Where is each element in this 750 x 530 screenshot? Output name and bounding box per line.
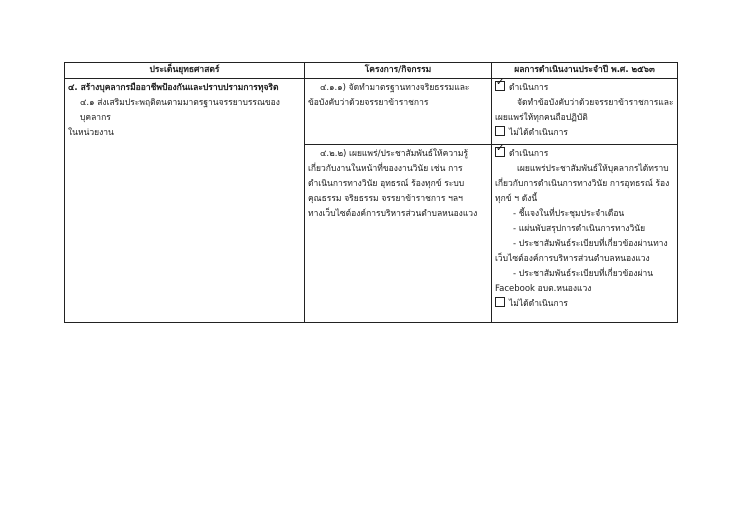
- checked-box-icon: [495, 81, 505, 91]
- project-2-line-3: ดำเนินการทางวินัย อุทธรณ์ ร้องทุกข์ ระบบ: [308, 178, 465, 189]
- result-2-intro-3: ทุกข์ ฯ ดังนี้: [495, 193, 538, 204]
- strategy-title: ๔. สร้างบุคลากรมืออาชีพป้องกันและปราบปรามการทุจริต: [68, 83, 279, 93]
- header-result: ผลการดำเนินงานประจำปี พ.ศ. ๒๕๖๓: [492, 63, 678, 79]
- checked-box-icon: [495, 147, 505, 157]
- result-2-item-2: - แผ่นพับสรุปการดำเนินการทางวินัย: [513, 223, 646, 234]
- table-header-row: [65, 63, 678, 79]
- status-done-row-1: ✓ดำเนินการ: [495, 81, 674, 96]
- strategy-table: [64, 62, 678, 323]
- header-strategy: ประเด็นยุทธศาสตร์: [65, 63, 305, 79]
- project-2-line-1: ๔.๒.๒) เผยแพร่/ประชาสัมพันธ์ให้ความรู้: [320, 148, 469, 159]
- result-2-intro-2: เกี่ยวกับการดำเนินการทางวินัย การอุทธรณ์ ร้อง: [495, 178, 670, 189]
- result-2-intro-1: เผยแพร่ประชาสัมพันธ์ให้บุคลากรได้ทราบ: [517, 163, 669, 174]
- result-2-item-4-cont: Facebook อบต.หนองแวง: [495, 283, 592, 294]
- result-2-item-4: - ประชาสัมพันธ์ระเบียบที่เกี่ยวข้องผ่าน: [513, 268, 654, 279]
- empty-box-icon: [495, 126, 505, 136]
- empty-box-icon: [495, 297, 505, 307]
- strategy-sub-line-2: ในหน่วยงาน: [68, 128, 114, 138]
- project-2-line-5: ทางเว็บไซต์องค์การบริหารส่วนตำบลหนองแวง: [308, 208, 478, 219]
- project-cell-1: [305, 79, 492, 145]
- status-done-row-2: ✓ดำเนินการ: [495, 147, 674, 162]
- status-not-done-row-1: ไม่ได้ดำเนินการ: [495, 126, 674, 141]
- result-cell-1: [492, 79, 678, 145]
- table-row: [65, 79, 678, 145]
- project-cell-2: [305, 144, 492, 322]
- strategy-sub-line-1: ๔.๑ ส่งเสริมประพฤติตนตามมาตรฐานจรรยาบรรณของบุคลากร: [80, 98, 280, 123]
- project-2-line-4: คุณธรรม จริยธรรม จรรยาข้าราชการ ฯลฯ: [308, 193, 463, 204]
- strategy-cell: [65, 79, 305, 323]
- result-1-detail-1: จัดทำข้อบังคับว่าด้วยจรรยาข้าราชการและ: [517, 98, 674, 108]
- project-2-line-2: เกี่ยวกับงานในหน้าที่ของงานวินัย เช่น การ: [308, 163, 463, 174]
- result-cell-2: [492, 144, 678, 322]
- project-1-line-2: ข้อบังคับว่าด้วยจรรยาข้าราชการ: [308, 98, 429, 108]
- header-project: โครงการ/กิจกรรม: [305, 63, 492, 79]
- result-2-item-3-cont: เว็บไซต์องค์การบริหารส่วนตำบลหนองแวง: [495, 253, 650, 264]
- result-1-detail-2: เผยแพร่ให้ทุกคนถือปฏิบัติ: [495, 113, 588, 123]
- result-2-item-1: - ชี้แจงในที่ประชุมประจำเดือน: [513, 208, 625, 219]
- result-2-item-3: - ประชาสัมพันธ์ระเบียบที่เกี่ยวข้องผ่านทาง: [513, 238, 668, 249]
- status-not-done-row-2: ไม่ได้ดำเนินการ: [495, 297, 674, 312]
- project-1-line-1: ๔.๑.๑) จัดทำมาตรฐานทางจริยธรรมและ: [320, 83, 470, 93]
